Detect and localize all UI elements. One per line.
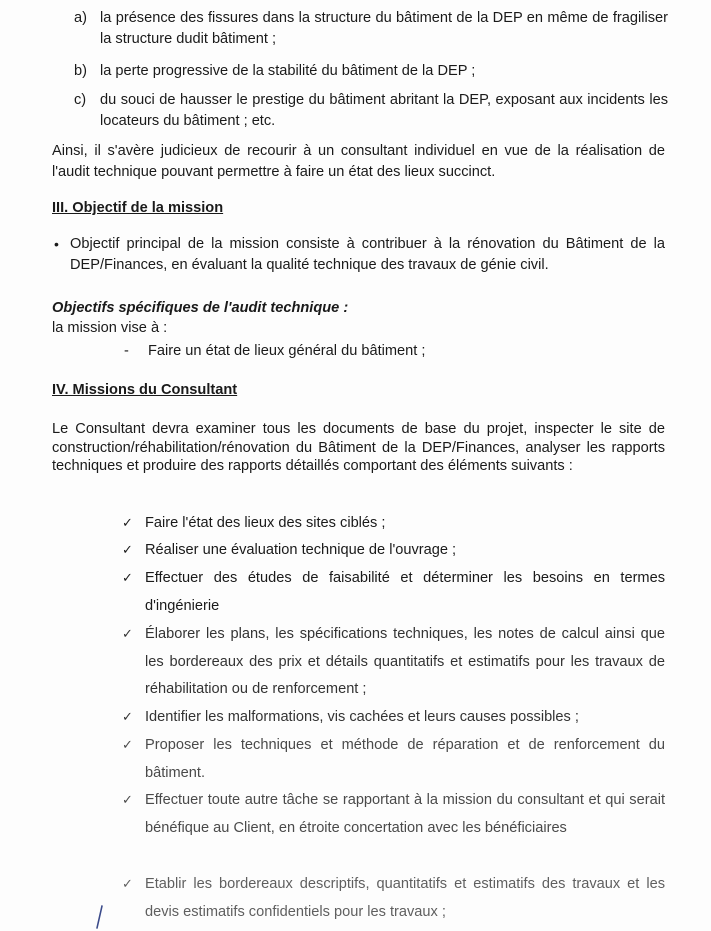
task-text: Faire l'état des lieux des sites ciblés ;: [145, 515, 386, 531]
task-item: [122, 787, 665, 842]
section-heading-missions: IV. Missions du Consultant: [52, 382, 238, 398]
check-icon: ✓: [122, 516, 133, 531]
bullet-text: Objectif principal de la mission consiste à contribuer à la rénovation du Bâtiment de la DEP/Finances, en évaluant la qualité technique des travaux de génie civil.: [70, 236, 665, 273]
task-item: [122, 537, 665, 565]
list-item-text: la perte progressive de la stabilité du bâtiment de la DEP ;: [100, 63, 476, 79]
task-item: [122, 565, 665, 620]
check-icon: ✓: [122, 877, 133, 892]
missions-intro: Le Consultant devra examiner tous les documents de base du projet, inspecter le site de construction/réhabilitation/rénovation du Bâtiment de la DEP/Finances, analyser les rapports techniques et produire des rapports détaillés comportant des éléments suivants :: [52, 421, 665, 474]
list-marker: b): [74, 63, 87, 79]
context-item-a: [74, 8, 668, 50]
task-item: [122, 704, 665, 732]
context-item-c: [74, 90, 668, 132]
check-icon: ✓: [122, 543, 133, 558]
section-heading-objectif: III. Objectif de la mission: [52, 200, 224, 216]
dash-item-text: Faire un état de lieux général du bâtiment ;: [148, 343, 426, 359]
specific-objectives-heading: Objectifs spécifiques de l'audit technique :: [52, 300, 349, 316]
task-text: Proposer les techniques et méthode de réparation et de renforcement du bâtiment.: [145, 737, 665, 781]
list-marker: c): [74, 92, 87, 108]
task-item: [122, 621, 665, 704]
dash-list-item: [124, 341, 425, 362]
task-text: Élaborer les plans, les spécifications techniques, les notes de calcul ainsi que les bordereaux des prix et détails quantitatifs et estimatifs pour les travaux de réhabilitation ou de renforcement ;: [145, 626, 665, 697]
task-text: Etablir les bordereaux descriptifs, quantitatifs et estimatifs des travaux et les devis estimatifs confidentiels pour les travaux ;: [145, 876, 665, 920]
list-item-text: du souci de hausser le prestige du bâtiment abritant la DEP, exposant aux incidents les locateurs du bâtiment ; etc.: [100, 92, 668, 129]
check-icon: ✓: [122, 738, 133, 753]
task-item: [122, 871, 665, 926]
check-icon: ✓: [122, 627, 133, 642]
specific-intro: la mission vise à :: [52, 320, 168, 336]
list-item-text: la présence des fissures dans la structure du bâtiment de la DEP en même de fragiliser la structure dudit bâtiment ;: [100, 10, 668, 47]
task-text: Effectuer toute autre tâche se rapportant à la mission du consultant et qui serait bénéfique au Client, en étroite concertation avec les bénéficiaires: [145, 792, 665, 836]
context-item-b: [74, 61, 668, 82]
task-text: Identifier les malformations, vis cachées et leurs causes possibles ;: [145, 709, 579, 725]
conclusion-paragraph: Ainsi, il s'avère judicieux de recourir à un consultant individuel en vue de la réalisation de l'audit technique pouvant permettre à faire un état des lieux succinct.: [52, 143, 665, 180]
check-icon: ✓: [122, 710, 133, 725]
check-icon: ✓: [122, 571, 133, 586]
task-item: [122, 732, 665, 787]
bullet-icon: •: [54, 236, 59, 252]
task-text: Réaliser une évaluation technique de l'ouvrage ;: [145, 542, 457, 558]
check-icon: ✓: [122, 793, 133, 808]
list-marker: a): [74, 10, 87, 26]
dash-marker: -: [124, 343, 129, 359]
task-text: Effectuer des études de faisabilité et déterminer les besoins en termes d'ingénierie: [145, 570, 665, 614]
objective-bullet: [52, 234, 665, 276]
pen-stroke-mark: [92, 905, 106, 929]
task-item: [122, 510, 665, 538]
